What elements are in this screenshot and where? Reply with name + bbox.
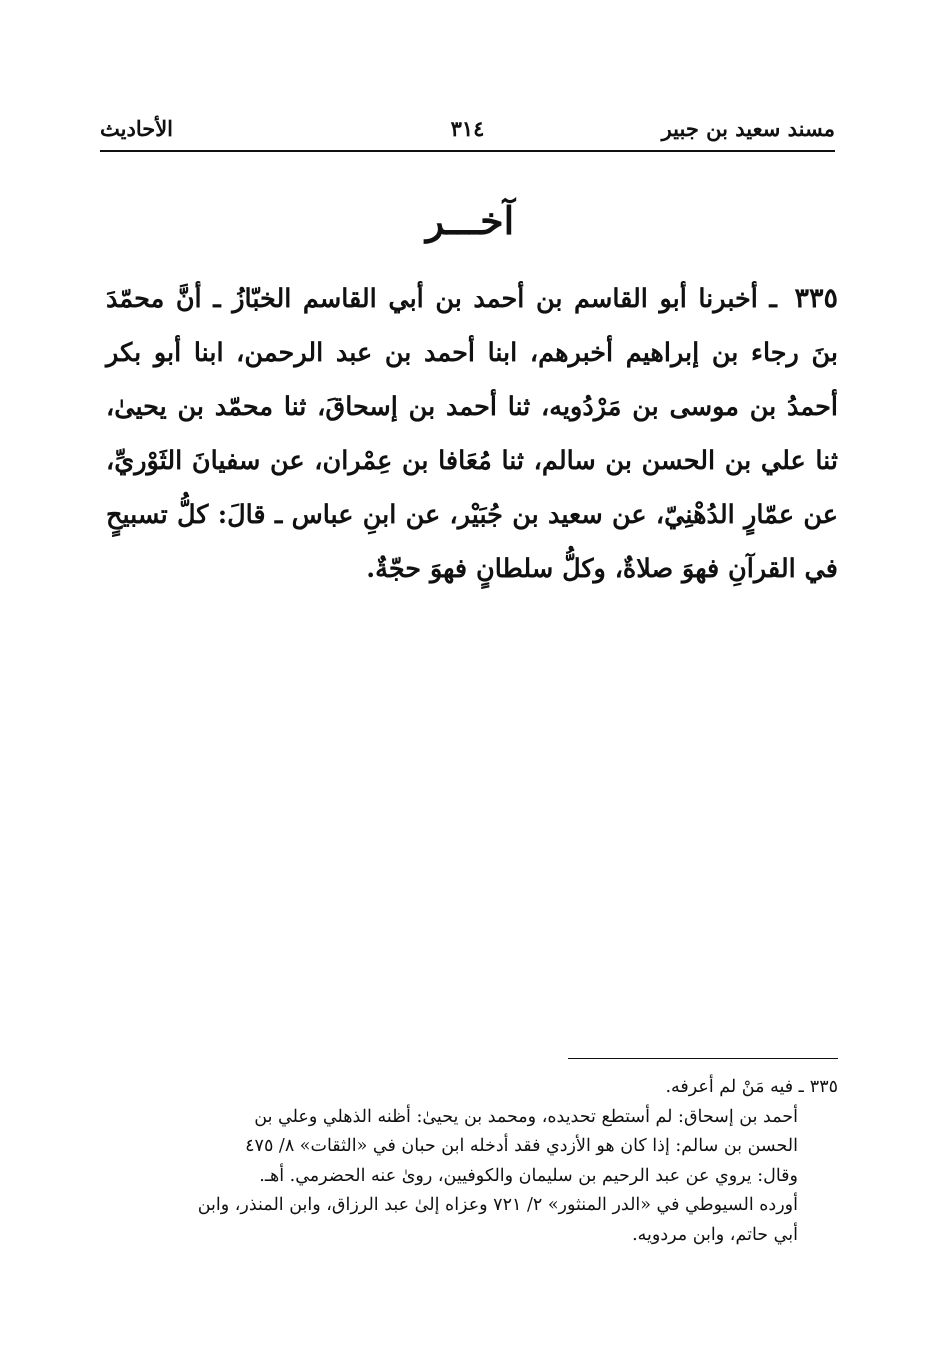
- running-book-title: مسند سعيد بن جبير: [661, 116, 835, 141]
- hadith-number: ٣٣٥: [794, 283, 838, 314]
- hadith-line: محمّد بن يحيىٰ، ثنا علي بن الحسن بن سالم، ثنا مُعَافا بن عِمْران،: [106, 392, 838, 476]
- hadith-line: حجّةٌ.: [366, 554, 422, 584]
- chapter-heading: آخـــر: [425, 198, 515, 243]
- footnotes: [103, 1073, 838, 1250]
- hadith-line: أبو بكر أحمدُ بن موسى بن مَرْدُويه، ثنا أحمد بن إسحاقَ، ثنا: [106, 338, 838, 422]
- footnote-line: أحمد بن إسحاق: لم أستطع تحديده، ومحمد بن يحيىٰ: أظنه الذهلي وعلي بن: [254, 1106, 798, 1127]
- page-number: ٣١٤: [450, 116, 485, 141]
- hadith-line: عباس ـ قالَ: كلُّ تسبيحٍ في القرآنِ فهوَ صلاةٌ، وكلُّ سلطانٍ فهوَ: [106, 500, 838, 584]
- footnote-line: وقال: يروي عن عبد الرحيم بن سليمان والكوفيين، روىٰ عنه الحضرمي. أهـ.: [259, 1165, 798, 1186]
- footnote-divider: [568, 1058, 838, 1059]
- footnote-line: أورده السيوطي في «الدر المنثور» ٢/ ٧٢١ وعزاه إلىٰ عبد الرزاق، وابن المنذر، وابن: [197, 1195, 798, 1215]
- hadith-line: محمّدَ بنَ رجاء بن إبراهيم أخبرهم، ابنا أحمد بن عبد الرحمن، ابنا: [106, 284, 838, 368]
- hadith-line: ـ أخبرنا أبو القاسم بن أحمد بن أبي القاسم الخبّازُ ـ أنَّ: [175, 284, 777, 314]
- footnote-text: ـ فيه مَنْ لم أعرفه.: [665, 1077, 804, 1097]
- hadith-text: [106, 272, 838, 596]
- footnote-line: [103, 1073, 838, 1103]
- footnote-number: ٣٣٥: [809, 1077, 838, 1097]
- page-header: [100, 110, 835, 152]
- footnote-line: الحسن بن سالم: إذا كان هو الأزدي فقد أدخله ابن حبان في «الثقات» ٨/ ٤٧٥: [245, 1136, 798, 1156]
- running-section-title: الأحاديث: [100, 116, 174, 141]
- hadith-line: عن سفيانَ الثَوْريِّ، عن عمّارٍ الدُهْنِيّ، عن سعيد بن جُبَيْر، عن ابنِ: [106, 446, 838, 530]
- footnote-line: أبي حاتم، وابن مردويه.: [632, 1224, 798, 1245]
